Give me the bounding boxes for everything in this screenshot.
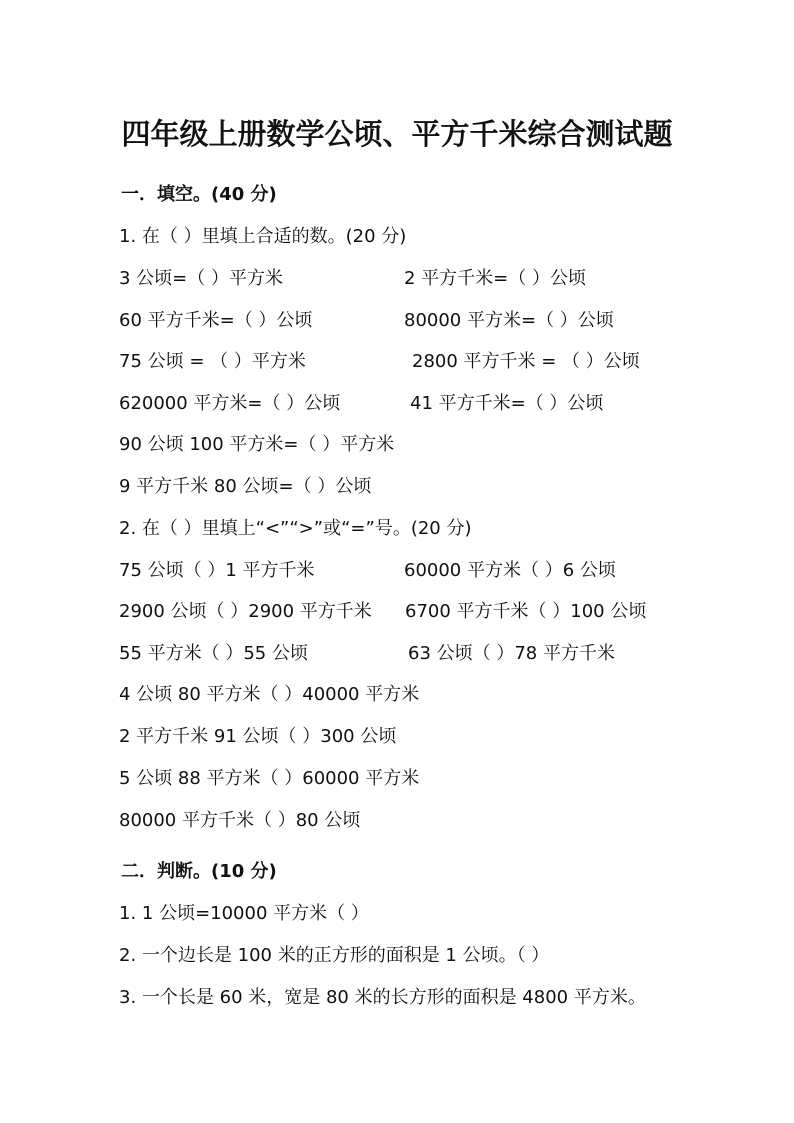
q2-row-2-right: 6700 平方千米（ ）100 公顷 bbox=[405, 601, 647, 622]
judgement-item-1: 1. 1 公顷=10000 平方米（ ） bbox=[119, 903, 369, 924]
section-1-heading: 一．填空。(40 分) bbox=[121, 184, 277, 205]
page-title: 四年级上册数学公顷、平方千米综合测试题 bbox=[121, 117, 673, 151]
q2-row-5: 2 平方千米 91 公顷（ ）300 公顷 bbox=[119, 726, 397, 747]
q1-row-4-left: 620000 平方米=（ ）公顷 bbox=[119, 393, 341, 414]
q1-row-3-left: 75 公顷 = （ ）平方米 bbox=[119, 351, 306, 372]
q2-row-7: 80000 平方千米（ ）80 公顷 bbox=[119, 810, 361, 831]
q1-row-5: 90 公顷 100 平方米=（ ）平方米 bbox=[119, 434, 395, 455]
q2-row-1-left: 75 公顷（ ）1 平方千米 bbox=[119, 560, 315, 581]
q2-row-3-right: 63 公顷（ ）78 平方千米 bbox=[408, 643, 615, 664]
q2-row-3-left: 55 平方米（ ）55 公顷 bbox=[119, 643, 308, 664]
q1-row-2-right: 80000 平方米=（ ）公顷 bbox=[404, 310, 614, 331]
question-1-heading: 1. 在（ ）里填上合适的数。(20 分) bbox=[119, 226, 407, 247]
question-2-heading: 2. 在（ ）里填上“<”“>”或“=”号。(20 分) bbox=[119, 518, 472, 539]
q1-row-2-left: 60 平方千米=（ ）公顷 bbox=[119, 310, 313, 331]
section-2-heading: 二．判断。(10 分) bbox=[121, 861, 277, 882]
q2-row-1-right: 60000 平方米（ ）6 公顷 bbox=[404, 560, 616, 581]
q1-row-4-right: 41 平方千米=（ ）公顷 bbox=[410, 393, 604, 414]
q1-row-1-left: 3 公顷=（ ）平方米 bbox=[119, 268, 283, 289]
q2-row-2-left: 2900 公顷（ ）2900 平方千米 bbox=[119, 601, 372, 622]
q2-row-4: 4 公顷 80 平方米（ ）40000 平方米 bbox=[119, 684, 420, 705]
q1-row-1-right: 2 平方千米=（ ）公顷 bbox=[404, 268, 586, 289]
judgement-item-2: 2. 一个边长是 100 米的正方形的面积是 1 公顷。（ ） bbox=[119, 945, 550, 966]
q2-row-6: 5 公顷 88 平方米（ ）60000 平方米 bbox=[119, 768, 420, 789]
judgement-item-3: 3. 一个长是 60 米，宽是 80 米的长方形的面积是 4800 平方米。 bbox=[119, 987, 646, 1008]
q1-row-3-right: 2800 平方千米 = （ ）公顷 bbox=[412, 351, 640, 372]
q1-row-6: 9 平方千米 80 公顷=（ ）公顷 bbox=[119, 476, 372, 497]
